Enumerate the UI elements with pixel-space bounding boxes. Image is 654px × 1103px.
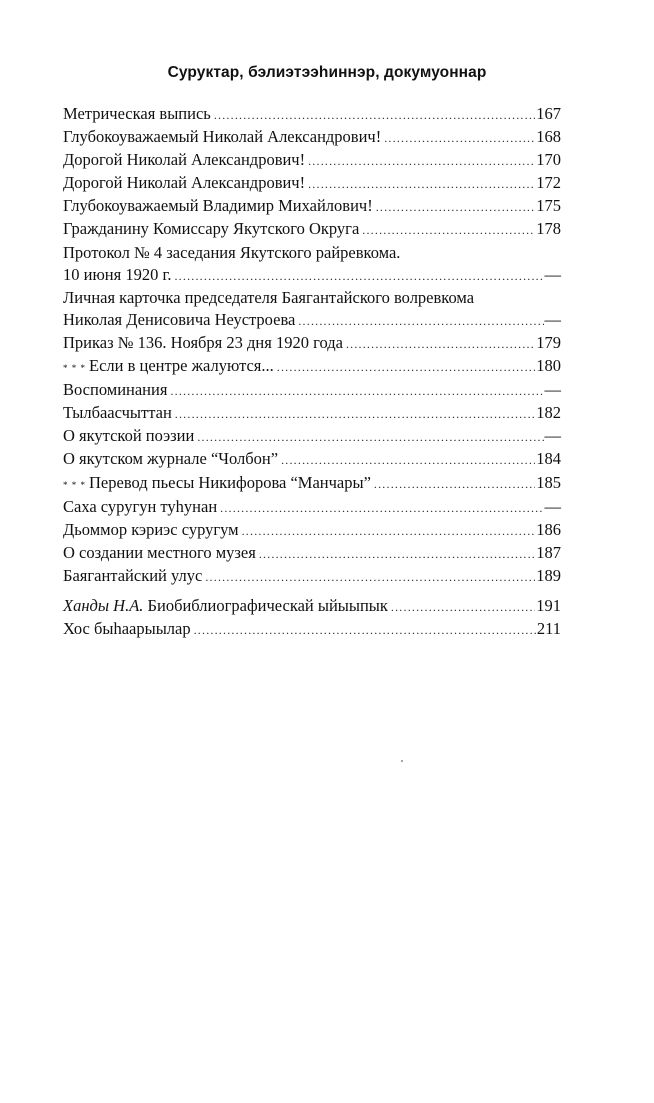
toc-entry-letter-commissar bbox=[63, 218, 561, 241]
toc-entry-bibliography bbox=[63, 595, 561, 618]
toc-entry-translator bbox=[63, 402, 561, 425]
toc-entry-page: — bbox=[544, 496, 561, 516]
toc-entry-title-line1: Личная карточка председателя Баягантайского волревкома bbox=[63, 287, 475, 307]
toc-entry-page: 175 bbox=[536, 196, 561, 216]
dot-leader bbox=[374, 473, 535, 495]
toc-entry-page: — bbox=[544, 426, 561, 446]
toc-entry-page: — bbox=[544, 309, 561, 329]
toc-entry-cholbon-journal bbox=[63, 448, 561, 471]
scan-speck bbox=[401, 760, 403, 762]
toc-entry-sakha-writing bbox=[63, 496, 561, 519]
toc-entry-title: Тылбаасчыттан bbox=[63, 403, 172, 423]
dot-leader bbox=[197, 426, 543, 448]
toc-entry-manchary-translation bbox=[63, 472, 561, 496]
toc-entry-title-line1: Протокол № 4 заседания Якутского райревкома. bbox=[63, 242, 401, 262]
toc-entry-metric-extract bbox=[63, 103, 561, 126]
toc-entry-title: О якутской поэзии bbox=[63, 426, 195, 446]
dot-leader bbox=[376, 196, 536, 218]
toc-entry-page: 184 bbox=[536, 449, 561, 469]
toc-entry-title: Перевод пьесы Никифорова “Манчары” bbox=[89, 472, 371, 492]
toc-entry-title bbox=[63, 595, 388, 617]
dot-leader bbox=[242, 520, 536, 542]
dot-leader bbox=[220, 497, 543, 519]
toc-entry-order-136 bbox=[63, 332, 561, 355]
toc-entry-title: Дьоммор кэриэс суругум bbox=[63, 519, 239, 539]
toc-entry-page: 185 bbox=[536, 472, 561, 492]
asterisk-marker: * * * bbox=[63, 479, 86, 490]
dot-leader bbox=[308, 150, 535, 172]
toc-entry-page: — bbox=[544, 264, 561, 284]
toc-entry-title: Гражданину Комиссару Якутского Округа bbox=[63, 219, 360, 239]
toc-entry-title: Хос быhаарыылар bbox=[63, 619, 191, 639]
toc-entry-page: 178 bbox=[536, 219, 561, 239]
toc-entry-letter-vladimir bbox=[63, 195, 561, 218]
dot-leader bbox=[298, 310, 543, 332]
toc-entry-author: Ханды Н.А. bbox=[63, 596, 144, 615]
toc-entry-title: Если в центре жалуются... bbox=[89, 356, 274, 376]
toc-entry-personal-card bbox=[63, 287, 561, 332]
toc-entry-title: Воспоминания bbox=[63, 380, 168, 400]
asterisk-marker: * * * bbox=[63, 363, 86, 374]
toc-entry-title: Николая Денисовича Неустроева bbox=[63, 309, 296, 329]
toc-entry-page: — bbox=[544, 380, 561, 400]
toc-entry-farewell-letter bbox=[63, 519, 561, 542]
dot-leader bbox=[175, 403, 535, 425]
dot-leader bbox=[362, 219, 535, 241]
dot-leader bbox=[194, 619, 536, 641]
toc-entry-page: 211 bbox=[536, 619, 561, 639]
toc-entry-yakut-poetry bbox=[63, 425, 561, 448]
toc-entry-page: 180 bbox=[536, 356, 561, 376]
toc-entry-local-museum bbox=[63, 542, 561, 565]
toc-entry-page: 186 bbox=[536, 519, 561, 539]
dot-leader bbox=[205, 566, 535, 588]
dot-leader bbox=[308, 173, 535, 195]
toc-entry-notes bbox=[63, 618, 561, 641]
toc-entry-title: О создании местного музея bbox=[63, 542, 256, 562]
dot-leader bbox=[346, 333, 535, 355]
toc-entry-title: Приказ № 136. Ноября 23 дня 1920 года bbox=[63, 332, 343, 352]
dot-leader bbox=[384, 127, 535, 149]
toc-entry-letter-nikolai-3 bbox=[63, 172, 561, 195]
toc-entry-title: Глубокоуважаемый Владимир Михайлович! bbox=[63, 196, 373, 216]
toc-entry-title: Дорогой Николай Александрович! bbox=[63, 173, 306, 193]
toc-entry-page: 170 bbox=[536, 150, 561, 170]
toc-entry-title: Дорогой Николай Александрович! bbox=[63, 150, 306, 170]
toc-entry-title: Метрическая выпись bbox=[63, 104, 211, 123]
toc-entry-page: 179 bbox=[536, 332, 561, 352]
dot-leader bbox=[170, 380, 543, 402]
toc-entry-title-text: Биобиблиографическай ыйыыпык bbox=[147, 596, 388, 615]
dot-leader bbox=[281, 449, 535, 471]
toc-entry-letter-nikolai-2 bbox=[63, 149, 561, 172]
toc-entry-memoirs bbox=[63, 379, 561, 402]
toc-entry-title: Саха суругун туhунан bbox=[63, 496, 218, 516]
toc-entry-page: 187 bbox=[536, 542, 561, 562]
toc-entry-title: О якутском журнале “Чолбон” bbox=[63, 449, 279, 469]
dot-leader bbox=[391, 596, 535, 618]
table-of-contents bbox=[63, 103, 561, 588]
dot-leader bbox=[277, 356, 535, 378]
toc-entry-protocol-4 bbox=[63, 242, 561, 287]
table-of-contents-appendix bbox=[63, 595, 561, 641]
toc-entry-page: 167 bbox=[536, 104, 561, 123]
toc-entry-title: Баягантайский улус bbox=[63, 565, 203, 585]
toc-entry-bayagantay-ulus bbox=[63, 565, 561, 588]
toc-entry-center-complaints bbox=[63, 355, 561, 379]
toc-entry-page: 172 bbox=[536, 173, 561, 193]
toc-entry-title: 10 июня 1920 г. bbox=[63, 264, 172, 284]
toc-entry-title: Глубокоуважаемый Николай Александрович! bbox=[63, 127, 382, 147]
toc-entry-letter-nikolai-1 bbox=[63, 126, 561, 149]
dot-leader bbox=[259, 543, 535, 565]
section-heading: Суруктар, бэлиэтээhиннэр, докумуоннар bbox=[167, 64, 487, 81]
toc-entry-page: 189 bbox=[536, 565, 561, 585]
dot-leader bbox=[174, 265, 543, 287]
dot-leader bbox=[214, 104, 535, 126]
toc-entry-page: 168 bbox=[536, 127, 561, 147]
toc-entry-page: 191 bbox=[536, 596, 561, 615]
toc-entry-page: 182 bbox=[536, 403, 561, 423]
